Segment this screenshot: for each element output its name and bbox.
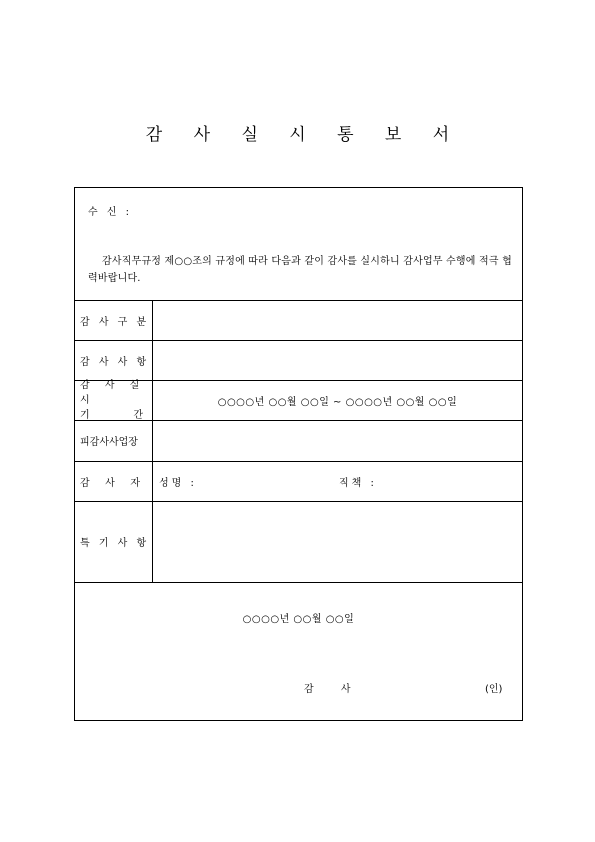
document-title: 감 사 실 시 통 보 서 [145,125,463,145]
auditor-label-left: 감 [80,477,93,489]
audit-notice-form [74,187,523,721]
auditee-row [75,420,522,462]
special-notes-label: 특 기 사 항 [75,501,153,582]
audit-matter-row [75,340,522,381]
special-notes-row [75,501,522,583]
audit-period-label [75,380,153,420]
auditee-label: 피감사사업장 [75,420,153,461]
auditor-field [153,461,522,501]
audit-type-label: 감 사 구 분 [75,300,153,340]
auditor-name-label[interactable]: 성명 : [159,477,197,489]
signature-section [75,582,522,721]
audit-period-label-line1: 감 사 실 시 [80,379,146,406]
signer-title: 감 사 [304,684,363,695]
audit-type-row [75,300,522,341]
audit-type-field[interactable] [153,300,522,340]
auditor-position-label[interactable]: 직책 : [339,477,377,489]
audit-period-label-left: 기 [80,409,93,421]
auditor-row [75,461,522,502]
recipient-label: 수 신 : [88,207,133,218]
audit-period-label-right: 간 [133,409,146,421]
auditee-field[interactable] [153,420,522,461]
auditor-label [75,461,153,501]
audit-period-field[interactable]: ○○○○년 ○○월 ○○일 ~ ○○○○년 ○○월 ○○일 [217,396,458,408]
issue-date: ○○○○년 ○○월 ○○일 [242,614,355,625]
auditor-label-right: 자 [130,477,143,489]
special-notes-field[interactable] [153,501,522,582]
auditor-label-mid: 사 [105,477,118,489]
audit-matter-label: 감 사 사 항 [75,340,153,380]
audit-period-row [75,380,522,421]
notice-text: 감사직무규정 제○○조의 규정에 따라 다음과 같이 감사를 실시하니 감사업무 수행에 적극 협력바랍니다. [88,256,512,284]
intro-section [75,188,522,301]
seal-mark: (인) [485,684,503,695]
audit-matter-field[interactable] [153,340,522,380]
